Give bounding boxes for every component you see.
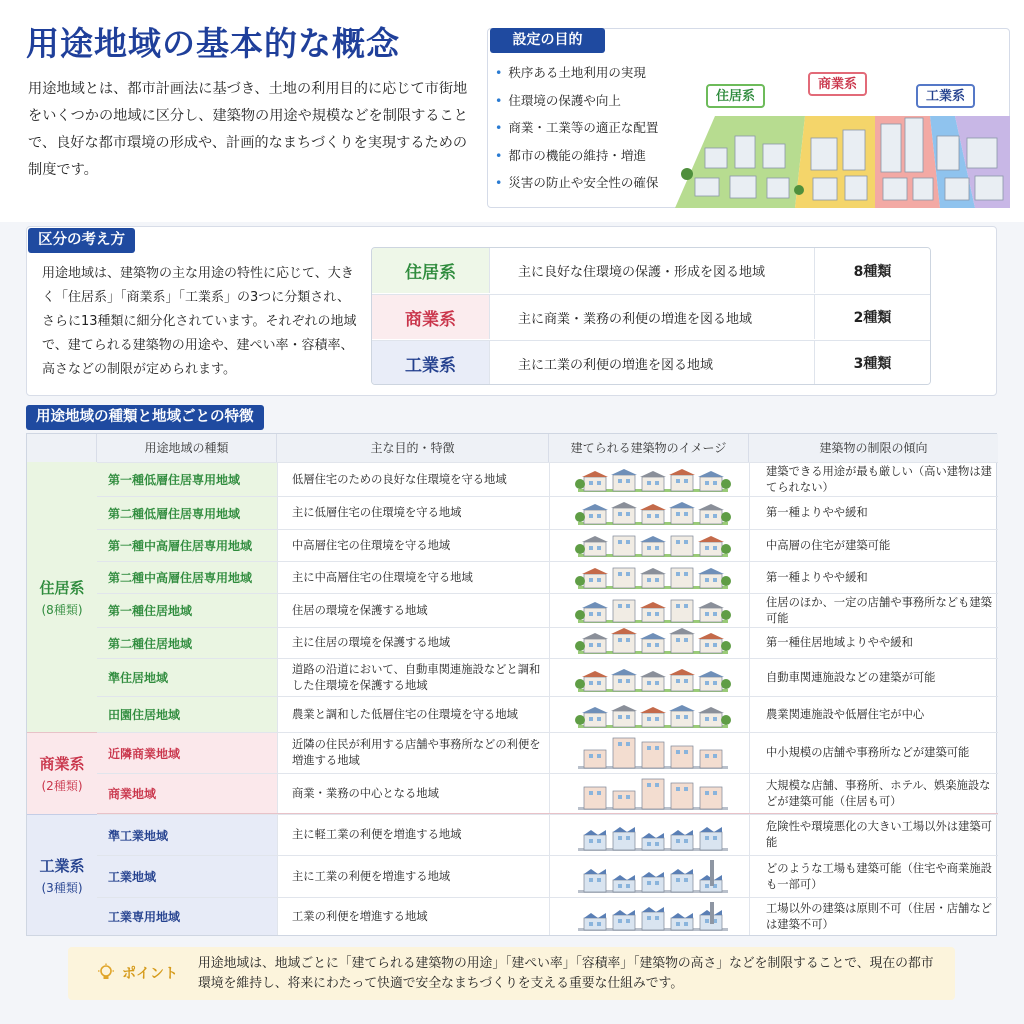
group-count: (3種類) (41, 880, 83, 895)
purpose-list (495, 62, 658, 200)
table-row (97, 462, 998, 496)
kubun-count: 3種類 (814, 341, 930, 385)
zone-purpose: 道路の沿道において、自動車関連施設などと調和した住環境を保護する地域 (277, 659, 549, 696)
zone-name: 田園住居地域 (97, 697, 277, 732)
group-residential (27, 462, 97, 732)
table-row (97, 561, 998, 593)
group-industrial (27, 814, 97, 935)
zone-name: 近隣商業地域 (97, 733, 277, 773)
group-count: (2種類) (41, 779, 83, 793)
zone-limit: 第一種よりやや緩和 (749, 497, 998, 529)
point-label-wrap (96, 963, 178, 983)
table-row (97, 627, 998, 658)
lightbulb-icon (96, 963, 116, 983)
zone-limit: 大規模な店舗、事務所、ホテル、娯楽施設などが建築可能（住居も可） (749, 774, 998, 813)
kubun-heading: 区分の考え方 (28, 228, 135, 253)
types-table (26, 433, 997, 936)
table-row (97, 855, 998, 897)
kubun-name: 住居系 (405, 263, 456, 283)
kubun-count: 8種類 (814, 248, 930, 293)
zone-purpose: 農業と調和した低層住宅の住環境を守る地域 (277, 697, 549, 732)
point-box (68, 947, 955, 1000)
zone-purpose: 主に中高層住宅の住環境を守る地域 (277, 562, 549, 593)
point-label: ポイント (122, 966, 178, 982)
purpose-item: • 秩序ある土地利用の実現 (495, 62, 658, 90)
zone-name: 準工業地域 (97, 815, 277, 855)
table-row (97, 814, 998, 855)
zone-limit: 中小規模の店舗や事務所などが建築可能 (749, 733, 998, 773)
table-row (97, 658, 998, 696)
building-image (549, 898, 749, 935)
kubun-row (372, 248, 930, 293)
kubun-desc: 主に工業の利便の増進を図る地域 (489, 341, 814, 385)
kubun-name: 商業系 (405, 309, 456, 330)
building-image (549, 594, 749, 627)
zone-name: 第一種住居地域 (97, 594, 277, 627)
group-name: 住居系 (39, 578, 85, 597)
zone-purpose: 近隣の住民が利用する店舗や事務所などの利便を増進する地域 (277, 733, 549, 773)
zone-name: 工業専用地域 (97, 898, 277, 935)
building-image (549, 815, 749, 855)
zone-purpose: 商業・業務の中心となる地域 (277, 774, 549, 813)
column-header: 用途地域の種類 (97, 434, 277, 462)
zone-limit: 第一種よりやや緩和 (749, 562, 998, 593)
kubun-desc: 主に商業・業務の利便の増進を図る地域 (489, 295, 814, 339)
building-image (549, 497, 749, 529)
zone-purpose: 低層住宅のための良好な住環境を守る地域 (277, 463, 549, 496)
table-row (97, 496, 998, 529)
table-row (97, 529, 998, 561)
purpose-item: • 災害の防止や安全性の確保 (495, 172, 658, 200)
tag-industrial: 工業系 (916, 84, 975, 108)
tag-residential: 住居系 (706, 84, 765, 108)
header-blank (27, 434, 97, 462)
building-image (549, 856, 749, 897)
zone-name: 第一種中高層住居専用地域 (97, 530, 277, 561)
purpose-item: • 商業・工業等の適正な配置 (495, 117, 658, 145)
zone-limit: 農業関連施設や低層住宅が中心 (749, 697, 998, 732)
building-image (549, 463, 749, 496)
building-image (549, 628, 749, 658)
kubun-desc: 主に良好な住環境の保護・形成を図る地域 (489, 248, 814, 293)
page-title: 用途地域の基本的な概念 (26, 24, 400, 63)
kubun-row (372, 294, 930, 339)
table-row (97, 696, 998, 732)
tag-commercial: 商業系 (808, 72, 867, 96)
column-header: 建てられる建築物のイメージ (549, 434, 749, 462)
building-image (549, 562, 749, 593)
building-image (549, 530, 749, 561)
zone-limit: 第一種住居地域よりやや緩和 (749, 628, 998, 658)
kubun-text: 用途地域は、建築物の主な用途の特性に応じて、大きく「住居系」「商業系」「工業系」の3つに分類され、さらに13種類に細分化されています。それぞれの地域で、建てられる建築物の用途や、建ぺい率・容積率、高さなどの制限が定められます。 (42, 266, 357, 377)
column-header: 主な目的・特徴 (277, 434, 549, 462)
purpose-heading: 設定の目的 (490, 28, 605, 53)
table-row (97, 897, 998, 935)
building-image (549, 697, 749, 732)
zone-name: 第二種住居地域 (97, 628, 277, 658)
zone-purpose: 中高層住宅の住環境を守る地域 (277, 530, 549, 561)
zone-purpose: 工業の利便を増進する地域 (277, 898, 549, 935)
zone-limit: 建築できる用途が最も厳しい（高い建物は建てられない） (749, 463, 998, 496)
table-row (97, 732, 998, 773)
zone-name: 第二種中高層住居専用地域 (97, 562, 277, 593)
purpose-item: • 住環境の保護や向上 (495, 90, 658, 118)
building-image (549, 733, 749, 773)
kubun-count: 2種類 (814, 295, 930, 339)
zone-name: 準住居地域 (97, 659, 277, 696)
building-image (549, 774, 749, 813)
zone-limit: 自動車関連施設などの建築が可能 (749, 659, 998, 696)
types-heading: 用途地域の種類と地域ごとの特徴 (26, 405, 264, 430)
group-name: 商業系 (39, 755, 85, 773)
table-row (97, 773, 998, 814)
zone-purpose: 主に住居の環境を保護する地域 (277, 628, 549, 658)
kubun-row (372, 340, 930, 385)
zone-name: 商業地域 (97, 774, 277, 813)
zone-name: 第二種低層住居専用地域 (97, 497, 277, 529)
zone-limit: どのような工場も建築可能（住宅や商業施設も一部可） (749, 856, 998, 897)
building-image (549, 659, 749, 696)
table-row (97, 593, 998, 627)
zone-purpose: 主に軽工業の利便を増進する地域 (277, 815, 549, 855)
column-header: 建築物の制限の傾向 (749, 434, 998, 462)
zone-purpose: 主に低層住宅の住環境を守る地域 (277, 497, 549, 529)
group-commercial (27, 732, 97, 814)
zone-name: 工業地域 (97, 856, 277, 897)
group-count: (8種類) (41, 602, 83, 617)
point-text: 用途地域は、地域ごとに「建てられる建築物の用途」「建ぺい率」「容積率」「建築物の高さ」などを制限することで、現在の都市環境を維持し、将来にわたって快適で安全なまちづくりを支える重要な仕組みです。 (198, 956, 934, 991)
intro-text: 用途地域とは、都市計画法に基づき、土地の利用目的に応じて市街地をいくつかの地域に区分し、建築物の用途や規模などを制限することで、良好な都市環境の形成や、計画的なまちづくりを実現するための制度です。 (28, 81, 468, 178)
zone-purpose: 主に工業の利便を増進する地域 (277, 856, 549, 897)
group-name: 工業系 (39, 856, 85, 875)
zone-limit: 中高層の住宅が建築可能 (749, 530, 998, 561)
purpose-item: • 都市の機能の維持・増進 (495, 145, 658, 173)
kubun-name: 工業系 (405, 355, 456, 376)
zone-purpose: 住居の環境を保護する地域 (277, 594, 549, 627)
zone-name: 第一種低層住居専用地域 (97, 463, 277, 496)
zone-limit: 工場以外の建築は原則不可（住居・店舗などは建築不可） (749, 898, 998, 935)
zone-limit: 住居のほか、一定の店舗や事務所なども建築可能 (749, 594, 998, 627)
zone-limit: 危険性や環境悪化の大きい工場以外は建築可能 (749, 815, 998, 855)
kubun-table (371, 247, 931, 385)
